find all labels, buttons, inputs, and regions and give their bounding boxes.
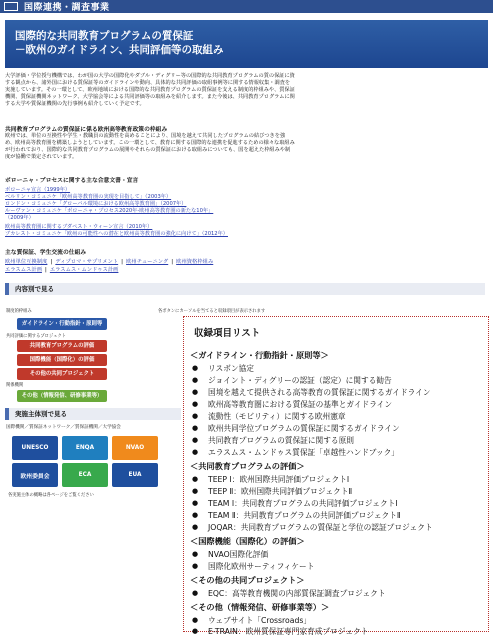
- list-item[interactable]: ● 国境を越えて提供される高等教育の質保証に関するガイドライン: [208, 387, 430, 398]
- group-guidelines-heading: ＜ガイドライン・行動指針・原則等＞: [190, 350, 329, 360]
- link-ects[interactable]: 欧州単位互換制度: [5, 259, 48, 265]
- list-item[interactable]: ● NVAO国際化評価: [208, 549, 268, 560]
- link-erasmus[interactable]: エラスムス計画: [5, 267, 42, 273]
- policy-framework-heading: 共同教育プログラムの質保証に係る欧州高等教育政策の枠組み: [5, 127, 168, 133]
- list-item[interactable]: ● 流動性（モビリティ）に関する欧州憲章: [208, 411, 346, 422]
- content-section-header: [5, 283, 485, 295]
- banner-title-line1: 国際的な共同教育プログラムの質保証: [15, 30, 194, 42]
- link-erasmus-mundus[interactable]: エラスムス・ムンドゥス計画: [49, 267, 119, 273]
- banner-title-line2: －欧州のガイドライン、共同評価等の取組み: [15, 44, 224, 56]
- org-section-header: [5, 408, 181, 420]
- bologna-link-1[interactable]: ボローニャ宣言（1999年）: [5, 187, 71, 193]
- bologna-link-3[interactable]: ロンドン・コミュニケ「グローバル環境における欧州高等教育圏」（2007年）: [5, 201, 187, 207]
- list-item[interactable]: ● ウェブサイト「Crossroads」: [208, 615, 311, 626]
- list-item[interactable]: ● 欧州高等教育圏における質保証の基準とガイドライン: [208, 399, 392, 410]
- label-policy-framework: 制度的枠組み: [6, 309, 32, 314]
- bologna-link-6[interactable]: ブカレスト・コミュニケ「欧州の可能性への潜在と欧州高等教育圏の強化に向けて」（2012年）: [5, 231, 228, 237]
- hover-note: 各ボタンにカーソルを当てると収録項目が表示されます: [158, 309, 266, 314]
- button-international-evaluation[interactable]: 国際機能（国際化）の評価: [17, 354, 107, 366]
- bologna-link-4[interactable]: ルーヴァン・コミュニケ「ボローニャ・プロセス2020年-欧州高等教育圏の新たな10年」: [5, 208, 214, 214]
- label-joint-project: 共同評価に関するプロジェクト: [6, 334, 67, 339]
- button-other[interactable]: その他（情報発信、研修事業等）: [17, 390, 107, 402]
- list-item[interactable]: ● JOQAR：共同教育プログラムの質保証と学位の認証プロジェクト: [208, 522, 433, 533]
- org-unesco[interactable]: UNESCO: [12, 436, 58, 460]
- button-program-evaluation[interactable]: 共同教育プログラムの評価: [17, 340, 107, 352]
- mobility-links-row-2: エラスムス計画 | エラスムス・ムンドゥス計画: [5, 267, 119, 273]
- group-program-heading: ＜共同教育プログラムの評価＞: [190, 461, 305, 471]
- list-item[interactable]: ● TEEP Ⅰ：欧州国際共同評価プロジェクトⅠ: [208, 474, 349, 485]
- page-banner: [5, 20, 488, 68]
- org-eca[interactable]: ECA: [62, 463, 108, 487]
- mobility-heading: 主な質保証、学生交流の仕組み: [5, 250, 87, 256]
- list-item[interactable]: ● 共同教育プログラムの質保証に関する原則: [208, 435, 354, 446]
- group-other-projects-heading: ＜その他の共同プロジェクト＞: [190, 575, 305, 585]
- label-related-orgs: 関係機関: [6, 383, 24, 388]
- bologna-link-4-year[interactable]: （2009年）: [5, 215, 34, 221]
- list-item[interactable]: ● TEAM Ⅰ：共同教育プログラムの共同評価プロジェクトⅠ: [208, 498, 398, 509]
- org-nvao[interactable]: NVAO: [112, 436, 158, 460]
- list-item[interactable]: ● EQC：高等教育機関の内部質保証調査プロジェクト: [208, 588, 386, 599]
- org-section-subtitle: 国際機関／質保証ネットワーク／質保証機関／大学協会: [6, 425, 121, 430]
- bologna-heading: ボローニャ・プロセスに関する主な合意文書・宣言: [5, 178, 139, 184]
- group-international-heading: ＜国際機能（国際化）の評価＞: [190, 536, 305, 546]
- button-guidelines[interactable]: ガイドライン・行動指針・原則等: [17, 318, 107, 330]
- list-item[interactable]: ● E-TRAIN：欧州質保証専門家育成プロジェクト: [208, 626, 368, 637]
- group-other-heading: ＜その他（情報発信、研修事業等）＞: [190, 602, 330, 612]
- policy-framework-paragraph: 欧州では、単位の互換性や学生・教職員の流動性を高めることにより、国境を越えて共同したプログラムの結びつきを強め、欧州高等教育圏を構築しようとしています。この一環として、教育に関する国際的な連携を促進するための様々な取組みが行われており、国際的な共同教育プログラムの展開やそれらの質保証における取組みについても、国を超えた枠組みや制度が協働で策定されています。: [5, 133, 295, 161]
- list-item[interactable]: ● TEAM Ⅱ：共同教育プログラムの共同評価プロジェクトⅡ: [208, 510, 401, 521]
- link-diploma-supplement[interactable]: ディプロマ・サプリメント: [55, 259, 119, 265]
- list-item[interactable]: ● 国際化欧州サーティフィケート: [208, 561, 314, 572]
- list-item[interactable]: ● リスボン協定: [208, 363, 254, 374]
- list-item[interactable]: ● ジョイント・ディグリーの認証（認定）に関する勧告: [208, 375, 392, 386]
- org-european-commission[interactable]: 欧州委員会: [12, 463, 58, 487]
- link-tuning[interactable]: 欧州チューニング: [126, 259, 169, 265]
- list-item[interactable]: ● 欧州共同学位プログラムの質保証に関するガイドライン: [208, 423, 400, 434]
- org-section-title: 実施主体別で見る: [15, 410, 67, 418]
- bologna-link-2[interactable]: ベルリン・コミュニケ「欧州高等教育圏の実現を目指して」（2003年）: [5, 194, 172, 200]
- org-enqa[interactable]: ENQA: [62, 436, 108, 460]
- bologna-link-5[interactable]: 欧州高等教育圏に関するブダペスト・ウィーン宣言（2010年）: [5, 224, 153, 230]
- org-footnote: 各実施主体の概略は各ページをご覧ください: [8, 493, 94, 498]
- item-list-panel: [183, 316, 489, 636]
- content-section-title: 内容別で見る: [15, 285, 54, 293]
- button-other-projects[interactable]: その他の共同プロジェクト: [17, 368, 107, 380]
- site-title: 国際連携・調査事業: [24, 3, 110, 13]
- window-icon: [4, 2, 18, 11]
- mobility-links-row-1: 欧州単位互換制度 | ディプロマ・サプリメント | 欧州チューニング | 欧州資格枠組み: [5, 259, 214, 265]
- intro-paragraph: 大学評価・学位授与機構では、わが国の大学の国際化やダブル・ディグリー等の国際的な共同教育プログラムの質の保証に資する観点から、諸外国における質保証等のガイドラインや動向、具体的な共同評価の取組事例等に関する情報収集・調査を実施しています。その一環として、欧州地域における国際的な共同教育プログラムの質保証を支える制度的枠組みや、質保証機関、質保証機関ネットワーク、大学協会等による共同評価等の取組みを紹介します。また今後は、共同教育プログラムに関する大学や質保証機関の先行事例も紹介していく予定です。: [5, 73, 295, 108]
- list-item[interactable]: ● TEEP Ⅱ：欧州国際共同評価プロジェクトⅡ: [208, 486, 352, 497]
- org-eua[interactable]: EUA: [112, 463, 158, 487]
- top-title-bar: [0, 0, 493, 13]
- list-item[interactable]: ● エラスムス・ムンドゥス質保証「卓越性ハンドブック」: [208, 447, 399, 458]
- item-list-title: 収録項目リスト: [194, 328, 261, 339]
- link-eqf[interactable]: 欧州資格枠組み: [176, 259, 214, 265]
